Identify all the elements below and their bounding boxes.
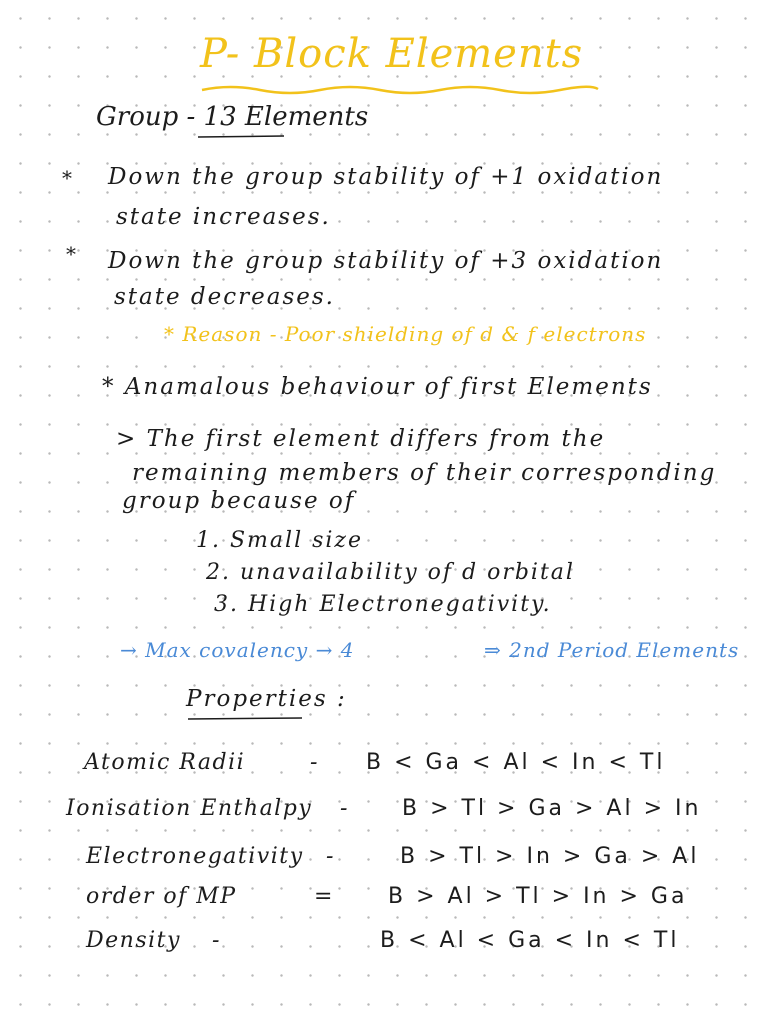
property-label: order of MP [86,884,237,909]
covalency-note: → Max covalency → 4 [120,638,355,662]
anomalous-line: > The first element differs from the [116,426,606,452]
anomalous-line: group because of [122,488,356,514]
property-label: Electronegativity [86,844,304,869]
bullet-line: state increases. [116,204,331,230]
properties-heading: Properties : [186,686,347,712]
heading-underline [196,132,286,140]
properties-underline [186,714,304,722]
property-label: Atomic Radii [84,750,246,775]
property-dash: - [310,750,319,775]
property-label: Ionisation Enthalpy [66,796,313,821]
property-order: B > Al > Tl > In > Ga [388,884,688,909]
property-dash: - [212,928,221,953]
bullet-line: state decreases. [114,284,335,310]
reason-note: * Reason - Poor shielding of d & f electrons [164,322,647,346]
anomalous-line: remaining members of their corresponding [132,460,717,486]
list-item: 1. Small size [196,528,364,553]
property-order: B < Al < Ga < In < Tl [380,928,680,953]
period-note: ⇒ 2nd Period Elements [484,638,740,662]
title-underline [200,82,600,96]
property-dash: - [340,796,349,821]
property-order: B > Tl > In > Ga > Al [400,844,700,869]
section-heading: Group - 13 Elements [96,102,369,132]
bullet-line: Down the group stability of +3 oxidation [108,248,664,274]
property-label: Density [86,928,181,953]
bullet-mark: * [62,166,72,190]
list-item: 2. unavailability of d orbital [206,560,575,585]
list-item: 3. High Electronegativity. [214,592,552,617]
property-dash: = [314,884,334,909]
property-dash: - [326,844,335,869]
anomalous-heading: * Anamalous behaviour of first Elements [102,374,653,400]
property-order: B > Tl > Ga > Al > In [402,796,702,821]
bullet-line: Down the group stability of +1 oxidation [108,164,664,190]
page-title: P- Block Elements [200,31,584,77]
property-order: B < Ga < Al < In < Tl [366,750,666,775]
bullet-mark: * [66,242,76,266]
